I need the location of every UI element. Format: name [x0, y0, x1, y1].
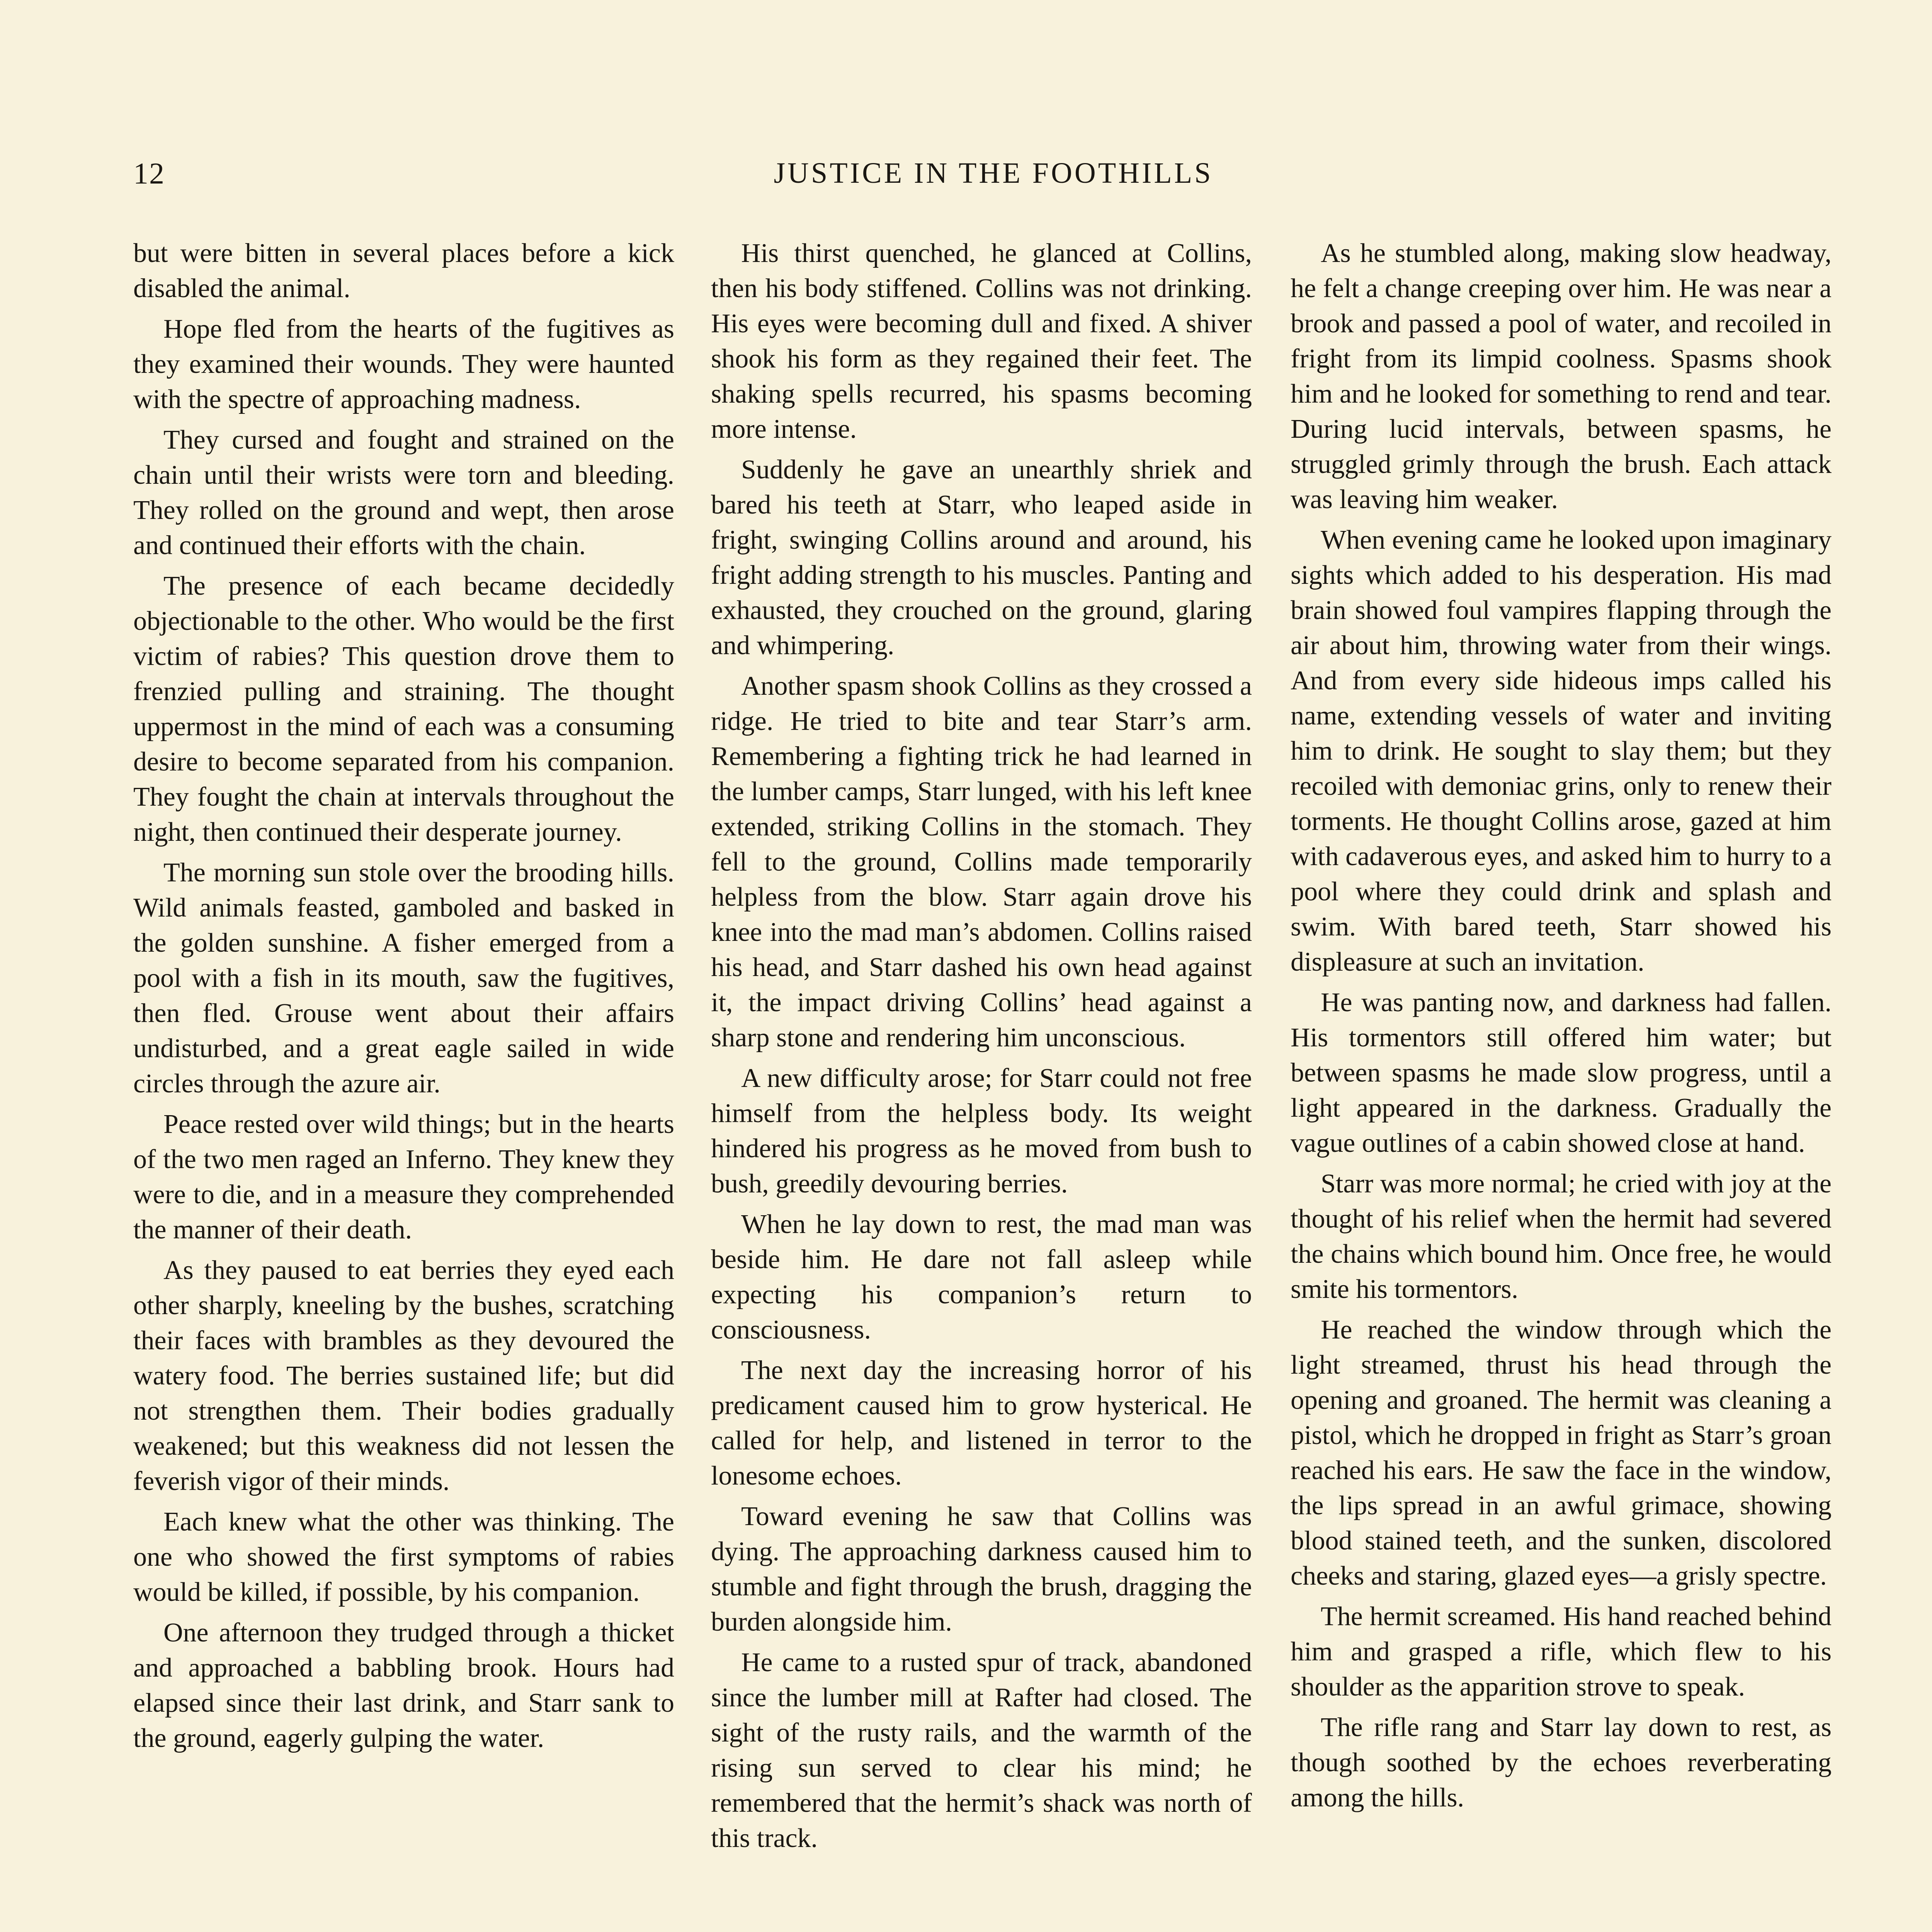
- paragraph: He came to a rusted spur of track, abandoned since the lumber mill at Rafter had closed. The sight of the rusty rails, and the warmth of the rising sun served to clear his mind; he remembered that the hermit’s shack was north of this track.: [711, 1648, 1252, 1853]
- paragraph: When evening came he looked upon imaginary sights which added to his desperation. His mad brain showed foul vampires flapping through the air about him, throwing water from their wings. And from every side hideous imps called his name, extending vessels of water and inviting him to drink. He sought to slay them; but they recoiled with demoniac grins, only to renew their torments. He thought Collins arose, gazed at him with cadaverous eyes, and asked him to hurry to a pool where they could drink and splash and swim. With bared teeth, Starr showed his displeasure at such an invitation.: [1291, 525, 1832, 977]
- paragraph: A new difficulty arose; for Starr could not free himself from the helpless body. Its weight hindered his progress as he moved from bush to bush, greedily devouring berries.: [711, 1063, 1252, 1199]
- paragraph: Peace rested over wild things; but in the hearts of the two men raged an Inferno. They knew they were to die, and in a measure they comprehended the manner of their death.: [133, 1109, 674, 1245]
- paragraph: The hermit screamed. His hand reached behind him and grasped a rifle, which flew to his shoulder as the apparition strove to speak.: [1291, 1602, 1832, 1702]
- paragraph: Each knew what the other was thinking. The one who showed the first symptoms of rabies would be killed, if possible, by his companion.: [133, 1507, 674, 1607]
- paragraph: The next day the increasing horror of his predicament caused him to grow hysterical. He called for help, and listened in terror to the lonesome echoes.: [711, 1355, 1252, 1491]
- paragraph: As he stumbled along, making slow headway, he felt a change creeping over him. He was near a brook and passed a pool of water, and recoiled in fright from its limpid coolness. Spasms shook him and he looked for something to rend and tear. During lucid intervals, between spasms, he struggled grimly through the brush. Each attack was leaving him weaker.: [1291, 238, 1832, 514]
- paragraph: The presence of each became decidedly objectionable to the other. Who would be the first victim of rabies? This question drove them to frenzied pulling and straining. The thought uppermost in the mind of each was a consuming desire to become separated from his companion. They fought the chain at intervals throughout the night, then continued their desperate journey.: [133, 571, 674, 847]
- page-number: 12: [133, 156, 165, 190]
- paragraph: but were bitten in several places before a kick disabled the animal.: [133, 238, 674, 303]
- story-column-2: [711, 236, 1252, 1861]
- paragraph: He was panting now, and darkness had fallen. His tormentors still offered him water; but between spasms he made slow progress, until a light appeared in the darkness. Gradually the vague outlines of a cabin showed close at hand.: [1291, 988, 1832, 1158]
- story-column-3: [1291, 236, 1832, 1821]
- running-head: JUSTICE IN THE FOOTHILLS: [774, 157, 1213, 189]
- paragraph: Toward evening he saw that Collins was dying. The approaching darkness caused him to stumble and fight through the brush, dragging the burden alongside him.: [711, 1502, 1252, 1637]
- paragraph: When he lay down to rest, the mad man was beside him. He dare not fall asleep while expecting his companion’s return to consciousness.: [711, 1209, 1252, 1345]
- paragraph: They cursed and fought and strained on the chain until their wrists were torn and bleeding. They rolled on the ground and wept, then arose and continued their efforts with the chain.: [133, 425, 674, 560]
- paragraph: Starr was more normal; he cried with joy at the thought of his relief when the hermit had severed the chains which bound him. Once free, he would smite his tormentors.: [1291, 1169, 1832, 1304]
- paragraph: Hope fled from the hearts of the fugitives as they examined their wounds. They were haunted with the spectre of approaching madness.: [133, 314, 674, 414]
- paragraph: He reached the window through which the light streamed, thrust his head through the opening and groaned. The hermit was cleaning a pistol, which he dropped in fright as Starr’s groan reached his ears. He saw the face in the window, the lips spread in an awful grimace, showing blood stained teeth, and the sunken, discolored cheeks and staring, glazed eyes—a grisly spectre.: [1291, 1315, 1832, 1591]
- paragraph: As they paused to eat berries they eyed each other sharply, kneeling by the bushes, scratching their faces with brambles as they devoured the watery food. The berries sustained life; but did not strengthen them. Their bodies gradually weakened; but this weakness did not lessen the feverish vigor of their minds.: [133, 1255, 674, 1496]
- paragraph: One afternoon they trudged through a thicket and approached a babbling brook. Hours had elapsed since their last drink, and Starr sank to the ground, eagerly gulping the water.: [133, 1618, 674, 1753]
- paragraph: The morning sun stole over the brooding hills. Wild animals feasted, gamboled and basked in the golden sunshine. A fisher emerged from a pool with a fish in its mouth, saw the fugitives, then fled. Grouse went about their affairs undisturbed, and a great eagle sailed in wide circles through the azure air.: [133, 858, 674, 1099]
- paragraph: Another spasm shook Collins as they crossed a ridge. He tried to bite and tear Starr’s arm. Remembering a fighting trick he had learned in the lumber camps, Starr lunged, with his left knee extended, striking Collins in the stomach. They fell to the ground, Collins made temporarily helpless from the blow. Starr again drove his knee into the mad man’s abdomen. Collins raised his head, and Starr dashed his own head against it, the impact driving Collins’ head against a sharp stone and rendering him unconscious.: [711, 671, 1252, 1053]
- paragraph: Suddenly he gave an unearthly shriek and bared his teeth at Starr, who leaped aside in fright, swinging Collins around and around, his fright adding strength to his muscles. Panting and exhausted, they crouched on the ground, glaring and whimpering.: [711, 455, 1252, 660]
- story-column-1: [133, 236, 674, 1761]
- paragraph: The rifle rang and Starr lay down to rest, as though soothed by the echoes reverberating among the hills.: [1291, 1713, 1832, 1813]
- paragraph: His thirst quenched, he glanced at Collins, then his body stiffened. Collins was not drinking. His eyes were becoming dull and fixed. A shiver shook his form as they regained their feet. The shaking spells recurred, his spasms becoming more intense.: [711, 238, 1252, 444]
